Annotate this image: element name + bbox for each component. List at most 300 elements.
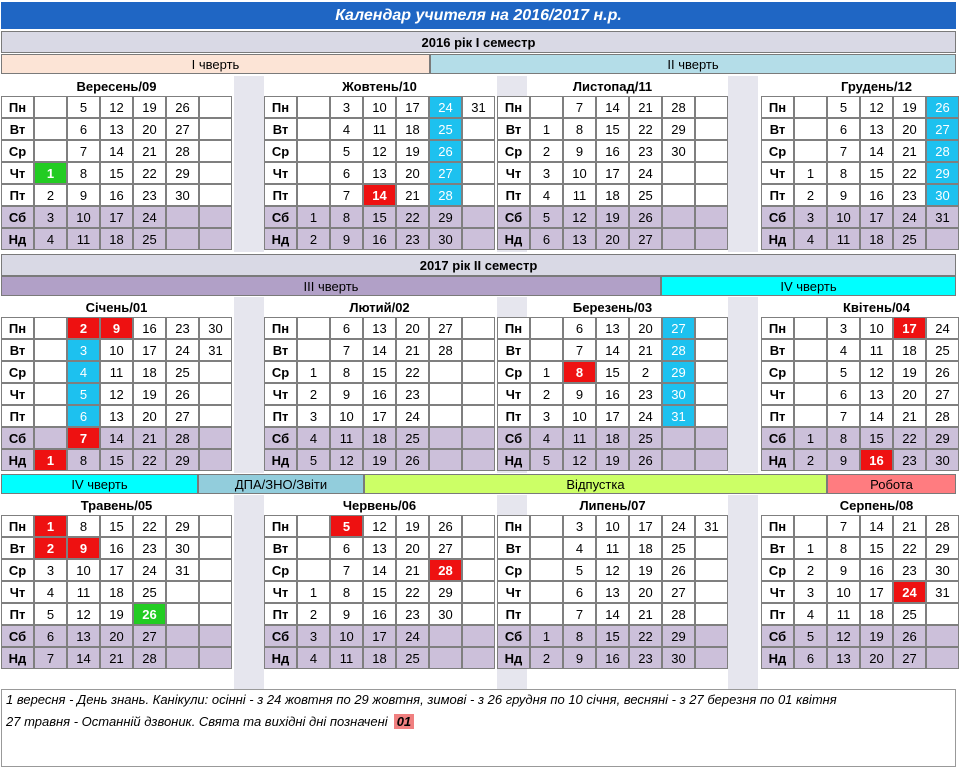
day-cell[interactable] bbox=[462, 515, 495, 537]
day-cell[interactable] bbox=[462, 405, 495, 427]
day-cell[interactable]: 22 bbox=[396, 581, 429, 603]
day-cell[interactable]: 11 bbox=[363, 118, 396, 140]
day-cell[interactable]: 8 bbox=[563, 625, 596, 647]
day-cell[interactable] bbox=[199, 361, 232, 383]
day-cell[interactable]: 15 bbox=[363, 361, 396, 383]
day-cell[interactable]: 10 bbox=[563, 405, 596, 427]
day-cell[interactable]: 5 bbox=[297, 449, 330, 471]
day-cell[interactable] bbox=[199, 405, 232, 427]
day-cell[interactable]: 6 bbox=[34, 625, 67, 647]
day-cell[interactable]: 24 bbox=[662, 515, 695, 537]
day-cell[interactable] bbox=[794, 317, 827, 339]
day-cell[interactable]: 13 bbox=[563, 228, 596, 250]
day-cell[interactable]: 21 bbox=[133, 427, 166, 449]
day-cell[interactable] bbox=[695, 383, 728, 405]
day-cell[interactable]: 26 bbox=[629, 449, 662, 471]
day-cell[interactable] bbox=[695, 96, 728, 118]
day-cell[interactable] bbox=[926, 647, 959, 669]
day-cell[interactable]: 25 bbox=[629, 184, 662, 206]
day-cell[interactable]: 25 bbox=[133, 228, 166, 250]
day-cell[interactable] bbox=[297, 118, 330, 140]
day-cell[interactable]: 16 bbox=[363, 228, 396, 250]
day-cell[interactable] bbox=[297, 96, 330, 118]
day-cell[interactable]: 2 bbox=[67, 317, 100, 339]
day-cell[interactable]: 27 bbox=[429, 537, 462, 559]
day-cell[interactable]: 6 bbox=[67, 118, 100, 140]
day-cell[interactable]: 23 bbox=[166, 317, 199, 339]
day-cell[interactable]: 28 bbox=[926, 515, 959, 537]
day-cell[interactable] bbox=[695, 537, 728, 559]
day-cell[interactable]: 24 bbox=[396, 625, 429, 647]
day-cell[interactable]: 5 bbox=[530, 449, 563, 471]
day-cell[interactable]: 16 bbox=[100, 537, 133, 559]
day-cell[interactable]: 7 bbox=[34, 647, 67, 669]
day-cell[interactable] bbox=[199, 537, 232, 559]
day-cell[interactable] bbox=[199, 206, 232, 228]
day-cell[interactable]: 12 bbox=[563, 206, 596, 228]
day-cell[interactable]: 10 bbox=[363, 96, 396, 118]
day-cell[interactable]: 29 bbox=[166, 515, 199, 537]
day-cell[interactable]: 19 bbox=[396, 140, 429, 162]
day-cell[interactable] bbox=[695, 559, 728, 581]
day-cell[interactable]: 10 bbox=[860, 317, 893, 339]
day-cell[interactable]: 23 bbox=[629, 140, 662, 162]
day-cell[interactable]: 7 bbox=[67, 140, 100, 162]
day-cell[interactable]: 4 bbox=[530, 427, 563, 449]
day-cell[interactable] bbox=[530, 96, 563, 118]
day-cell[interactable]: 9 bbox=[563, 383, 596, 405]
day-cell[interactable]: 11 bbox=[860, 339, 893, 361]
day-cell[interactable]: 24 bbox=[629, 405, 662, 427]
day-cell[interactable]: 21 bbox=[893, 515, 926, 537]
day-cell[interactable] bbox=[34, 339, 67, 361]
day-cell[interactable]: 29 bbox=[662, 118, 695, 140]
day-cell[interactable]: 17 bbox=[363, 405, 396, 427]
day-cell[interactable] bbox=[695, 427, 728, 449]
day-cell[interactable] bbox=[166, 647, 199, 669]
day-cell[interactable]: 12 bbox=[860, 96, 893, 118]
day-cell[interactable]: 18 bbox=[100, 581, 133, 603]
day-cell[interactable]: 13 bbox=[363, 162, 396, 184]
day-cell[interactable] bbox=[199, 581, 232, 603]
day-cell[interactable]: 25 bbox=[893, 228, 926, 250]
day-cell[interactable]: 28 bbox=[662, 603, 695, 625]
day-cell[interactable]: 8 bbox=[563, 361, 596, 383]
day-cell[interactable]: 2 bbox=[297, 383, 330, 405]
day-cell[interactable]: 19 bbox=[893, 96, 926, 118]
day-cell[interactable]: 9 bbox=[563, 140, 596, 162]
day-cell[interactable]: 25 bbox=[166, 361, 199, 383]
day-cell[interactable] bbox=[199, 96, 232, 118]
day-cell[interactable]: 7 bbox=[563, 339, 596, 361]
day-cell[interactable] bbox=[794, 96, 827, 118]
day-cell[interactable]: 26 bbox=[133, 603, 166, 625]
day-cell[interactable]: 13 bbox=[100, 405, 133, 427]
day-cell[interactable]: 20 bbox=[396, 317, 429, 339]
day-cell[interactable]: 9 bbox=[827, 184, 860, 206]
day-cell[interactable]: 1 bbox=[794, 162, 827, 184]
day-cell[interactable]: 12 bbox=[363, 140, 396, 162]
day-cell[interactable]: 15 bbox=[363, 206, 396, 228]
day-cell[interactable] bbox=[695, 625, 728, 647]
day-cell[interactable] bbox=[462, 581, 495, 603]
day-cell[interactable]: 19 bbox=[100, 603, 133, 625]
day-cell[interactable]: 27 bbox=[166, 118, 199, 140]
day-cell[interactable] bbox=[297, 162, 330, 184]
day-cell[interactable] bbox=[662, 162, 695, 184]
day-cell[interactable]: 16 bbox=[596, 383, 629, 405]
day-cell[interactable]: 22 bbox=[629, 625, 662, 647]
day-cell[interactable]: 17 bbox=[100, 559, 133, 581]
day-cell[interactable]: 13 bbox=[827, 647, 860, 669]
day-cell[interactable]: 31 bbox=[695, 515, 728, 537]
day-cell[interactable] bbox=[166, 206, 199, 228]
day-cell[interactable]: 11 bbox=[563, 427, 596, 449]
day-cell[interactable]: 26 bbox=[429, 140, 462, 162]
day-cell[interactable]: 29 bbox=[926, 537, 959, 559]
day-cell[interactable]: 1 bbox=[530, 625, 563, 647]
day-cell[interactable]: 19 bbox=[396, 515, 429, 537]
day-cell[interactable]: 20 bbox=[629, 581, 662, 603]
day-cell[interactable]: 16 bbox=[133, 317, 166, 339]
day-cell[interactable]: 3 bbox=[34, 206, 67, 228]
day-cell[interactable]: 7 bbox=[330, 184, 363, 206]
day-cell[interactable]: 31 bbox=[166, 559, 199, 581]
day-cell[interactable]: 17 bbox=[629, 515, 662, 537]
day-cell[interactable]: 15 bbox=[860, 537, 893, 559]
day-cell[interactable]: 1 bbox=[794, 427, 827, 449]
day-cell[interactable]: 11 bbox=[596, 537, 629, 559]
day-cell[interactable]: 7 bbox=[330, 339, 363, 361]
day-cell[interactable]: 26 bbox=[166, 96, 199, 118]
day-cell[interactable]: 17 bbox=[596, 405, 629, 427]
day-cell[interactable]: 11 bbox=[330, 647, 363, 669]
day-cell[interactable]: 13 bbox=[596, 581, 629, 603]
day-cell[interactable]: 3 bbox=[794, 206, 827, 228]
day-cell[interactable]: 20 bbox=[396, 537, 429, 559]
day-cell[interactable] bbox=[34, 96, 67, 118]
day-cell[interactable]: 30 bbox=[199, 317, 232, 339]
day-cell[interactable] bbox=[199, 559, 232, 581]
day-cell[interactable]: 8 bbox=[330, 206, 363, 228]
day-cell[interactable]: 13 bbox=[67, 625, 100, 647]
day-cell[interactable]: 20 bbox=[893, 118, 926, 140]
day-cell[interactable]: 18 bbox=[596, 184, 629, 206]
day-cell[interactable]: 24 bbox=[893, 581, 926, 603]
day-cell[interactable]: 6 bbox=[827, 118, 860, 140]
day-cell[interactable]: 2 bbox=[297, 228, 330, 250]
day-cell[interactable]: 21 bbox=[396, 184, 429, 206]
day-cell[interactable]: 17 bbox=[860, 206, 893, 228]
day-cell[interactable]: 5 bbox=[67, 383, 100, 405]
day-cell[interactable] bbox=[34, 405, 67, 427]
day-cell[interactable]: 22 bbox=[396, 206, 429, 228]
day-cell[interactable]: 24 bbox=[629, 162, 662, 184]
day-cell[interactable]: 2 bbox=[530, 647, 563, 669]
day-cell[interactable]: 14 bbox=[363, 339, 396, 361]
day-cell[interactable]: 27 bbox=[893, 647, 926, 669]
day-cell[interactable]: 24 bbox=[429, 96, 462, 118]
day-cell[interactable]: 30 bbox=[926, 559, 959, 581]
day-cell[interactable]: 20 bbox=[396, 162, 429, 184]
day-cell[interactable]: 10 bbox=[563, 162, 596, 184]
day-cell[interactable]: 6 bbox=[330, 317, 363, 339]
day-cell[interactable]: 16 bbox=[860, 559, 893, 581]
day-cell[interactable]: 16 bbox=[860, 449, 893, 471]
day-cell[interactable] bbox=[794, 339, 827, 361]
day-cell[interactable]: 8 bbox=[67, 162, 100, 184]
day-cell[interactable]: 30 bbox=[662, 383, 695, 405]
day-cell[interactable]: 20 bbox=[893, 383, 926, 405]
day-cell[interactable] bbox=[34, 317, 67, 339]
day-cell[interactable]: 1 bbox=[34, 449, 67, 471]
day-cell[interactable]: 7 bbox=[330, 559, 363, 581]
day-cell[interactable]: 12 bbox=[860, 361, 893, 383]
day-cell[interactable] bbox=[695, 339, 728, 361]
day-cell[interactable] bbox=[429, 361, 462, 383]
day-cell[interactable]: 21 bbox=[893, 140, 926, 162]
day-cell[interactable] bbox=[662, 449, 695, 471]
day-cell[interactable] bbox=[794, 515, 827, 537]
day-cell[interactable] bbox=[462, 118, 495, 140]
day-cell[interactable]: 29 bbox=[166, 449, 199, 471]
day-cell[interactable]: 4 bbox=[530, 184, 563, 206]
day-cell[interactable]: 2 bbox=[530, 140, 563, 162]
day-cell[interactable]: 12 bbox=[330, 449, 363, 471]
day-cell[interactable]: 12 bbox=[596, 559, 629, 581]
day-cell[interactable]: 14 bbox=[596, 339, 629, 361]
day-cell[interactable]: 27 bbox=[662, 317, 695, 339]
day-cell[interactable]: 29 bbox=[662, 625, 695, 647]
day-cell[interactable]: 22 bbox=[893, 162, 926, 184]
day-cell[interactable] bbox=[662, 184, 695, 206]
day-cell[interactable]: 5 bbox=[330, 140, 363, 162]
day-cell[interactable]: 5 bbox=[330, 515, 363, 537]
day-cell[interactable]: 23 bbox=[133, 184, 166, 206]
day-cell[interactable]: 17 bbox=[596, 162, 629, 184]
day-cell[interactable]: 24 bbox=[133, 559, 166, 581]
day-cell[interactable]: 11 bbox=[563, 184, 596, 206]
day-cell[interactable] bbox=[530, 581, 563, 603]
day-cell[interactable] bbox=[695, 118, 728, 140]
day-cell[interactable]: 20 bbox=[133, 118, 166, 140]
day-cell[interactable] bbox=[429, 427, 462, 449]
day-cell[interactable]: 30 bbox=[429, 603, 462, 625]
day-cell[interactable]: 1 bbox=[530, 118, 563, 140]
day-cell[interactable] bbox=[429, 647, 462, 669]
day-cell[interactable]: 8 bbox=[827, 162, 860, 184]
day-cell[interactable] bbox=[429, 405, 462, 427]
day-cell[interactable]: 9 bbox=[330, 383, 363, 405]
day-cell[interactable] bbox=[462, 184, 495, 206]
day-cell[interactable] bbox=[34, 383, 67, 405]
day-cell[interactable]: 22 bbox=[629, 118, 662, 140]
day-cell[interactable]: 3 bbox=[67, 339, 100, 361]
day-cell[interactable]: 15 bbox=[363, 581, 396, 603]
day-cell[interactable]: 27 bbox=[429, 317, 462, 339]
day-cell[interactable]: 27 bbox=[133, 625, 166, 647]
day-cell[interactable]: 6 bbox=[67, 405, 100, 427]
day-cell[interactable]: 28 bbox=[133, 647, 166, 669]
day-cell[interactable]: 29 bbox=[166, 162, 199, 184]
day-cell[interactable]: 15 bbox=[100, 515, 133, 537]
day-cell[interactable] bbox=[695, 228, 728, 250]
day-cell[interactable]: 22 bbox=[396, 361, 429, 383]
day-cell[interactable]: 11 bbox=[827, 228, 860, 250]
day-cell[interactable]: 5 bbox=[563, 559, 596, 581]
day-cell[interactable]: 28 bbox=[926, 140, 959, 162]
day-cell[interactable]: 25 bbox=[662, 537, 695, 559]
day-cell[interactable] bbox=[794, 383, 827, 405]
day-cell[interactable]: 26 bbox=[926, 361, 959, 383]
day-cell[interactable]: 10 bbox=[596, 515, 629, 537]
day-cell[interactable]: 11 bbox=[827, 603, 860, 625]
day-cell[interactable]: 11 bbox=[67, 581, 100, 603]
day-cell[interactable] bbox=[166, 228, 199, 250]
day-cell[interactable]: 18 bbox=[596, 427, 629, 449]
day-cell[interactable]: 2 bbox=[34, 537, 67, 559]
day-cell[interactable]: 9 bbox=[330, 603, 363, 625]
day-cell[interactable]: 16 bbox=[596, 647, 629, 669]
day-cell[interactable]: 15 bbox=[596, 625, 629, 647]
day-cell[interactable]: 10 bbox=[100, 339, 133, 361]
day-cell[interactable] bbox=[530, 339, 563, 361]
day-cell[interactable]: 6 bbox=[563, 581, 596, 603]
day-cell[interactable]: 3 bbox=[297, 625, 330, 647]
day-cell[interactable] bbox=[166, 625, 199, 647]
day-cell[interactable]: 24 bbox=[166, 339, 199, 361]
day-cell[interactable]: 22 bbox=[893, 427, 926, 449]
day-cell[interactable] bbox=[199, 383, 232, 405]
day-cell[interactable]: 3 bbox=[530, 405, 563, 427]
day-cell[interactable] bbox=[166, 581, 199, 603]
day-cell[interactable]: 13 bbox=[363, 317, 396, 339]
day-cell[interactable]: 14 bbox=[363, 184, 396, 206]
day-cell[interactable]: 25 bbox=[133, 581, 166, 603]
day-cell[interactable] bbox=[462, 339, 495, 361]
day-cell[interactable]: 21 bbox=[629, 339, 662, 361]
day-cell[interactable]: 23 bbox=[396, 603, 429, 625]
day-cell[interactable]: 26 bbox=[893, 625, 926, 647]
day-cell[interactable]: 18 bbox=[363, 647, 396, 669]
day-cell[interactable]: 30 bbox=[662, 647, 695, 669]
day-cell[interactable]: 5 bbox=[794, 625, 827, 647]
day-cell[interactable]: 26 bbox=[429, 515, 462, 537]
day-cell[interactable] bbox=[297, 537, 330, 559]
day-cell[interactable] bbox=[34, 118, 67, 140]
day-cell[interactable] bbox=[199, 515, 232, 537]
day-cell[interactable]: 8 bbox=[67, 515, 100, 537]
day-cell[interactable]: 21 bbox=[396, 339, 429, 361]
day-cell[interactable] bbox=[34, 361, 67, 383]
day-cell[interactable]: 21 bbox=[893, 405, 926, 427]
day-cell[interactable]: 8 bbox=[330, 361, 363, 383]
day-cell[interactable]: 21 bbox=[629, 603, 662, 625]
day-cell[interactable]: 14 bbox=[860, 140, 893, 162]
day-cell[interactable]: 28 bbox=[166, 140, 199, 162]
day-cell[interactable]: 20 bbox=[100, 625, 133, 647]
day-cell[interactable]: 17 bbox=[860, 581, 893, 603]
day-cell[interactable]: 5 bbox=[530, 206, 563, 228]
day-cell[interactable]: 11 bbox=[100, 361, 133, 383]
day-cell[interactable] bbox=[926, 603, 959, 625]
day-cell[interactable] bbox=[695, 206, 728, 228]
day-cell[interactable]: 15 bbox=[100, 449, 133, 471]
day-cell[interactable]: 31 bbox=[462, 96, 495, 118]
day-cell[interactable]: 26 bbox=[926, 96, 959, 118]
day-cell[interactable]: 23 bbox=[893, 184, 926, 206]
day-cell[interactable]: 15 bbox=[860, 162, 893, 184]
day-cell[interactable] bbox=[429, 449, 462, 471]
day-cell[interactable] bbox=[794, 361, 827, 383]
day-cell[interactable]: 25 bbox=[396, 427, 429, 449]
day-cell[interactable]: 22 bbox=[133, 449, 166, 471]
day-cell[interactable]: 1 bbox=[34, 515, 67, 537]
day-cell[interactable]: 19 bbox=[133, 383, 166, 405]
day-cell[interactable] bbox=[34, 427, 67, 449]
day-cell[interactable]: 19 bbox=[133, 96, 166, 118]
day-cell[interactable]: 24 bbox=[893, 206, 926, 228]
day-cell[interactable] bbox=[926, 625, 959, 647]
day-cell[interactable] bbox=[462, 140, 495, 162]
day-cell[interactable]: 30 bbox=[429, 228, 462, 250]
day-cell[interactable]: 19 bbox=[363, 449, 396, 471]
day-cell[interactable]: 28 bbox=[662, 96, 695, 118]
day-cell[interactable]: 19 bbox=[629, 559, 662, 581]
day-cell[interactable]: 11 bbox=[330, 427, 363, 449]
day-cell[interactable]: 6 bbox=[563, 317, 596, 339]
day-cell[interactable]: 28 bbox=[662, 339, 695, 361]
day-cell[interactable]: 14 bbox=[363, 559, 396, 581]
day-cell[interactable]: 2 bbox=[297, 603, 330, 625]
day-cell[interactable]: 21 bbox=[396, 559, 429, 581]
day-cell[interactable]: 22 bbox=[133, 162, 166, 184]
day-cell[interactable]: 19 bbox=[596, 449, 629, 471]
day-cell[interactable]: 13 bbox=[596, 317, 629, 339]
day-cell[interactable]: 1 bbox=[794, 537, 827, 559]
day-cell[interactable]: 16 bbox=[860, 184, 893, 206]
day-cell[interactable]: 4 bbox=[297, 647, 330, 669]
day-cell[interactable]: 6 bbox=[827, 383, 860, 405]
day-cell[interactable] bbox=[199, 427, 232, 449]
day-cell[interactable] bbox=[462, 603, 495, 625]
day-cell[interactable]: 24 bbox=[926, 317, 959, 339]
day-cell[interactable]: 8 bbox=[67, 449, 100, 471]
day-cell[interactable]: 6 bbox=[330, 537, 363, 559]
day-cell[interactable]: 4 bbox=[827, 339, 860, 361]
day-cell[interactable] bbox=[695, 162, 728, 184]
day-cell[interactable]: 28 bbox=[166, 427, 199, 449]
day-cell[interactable] bbox=[297, 559, 330, 581]
day-cell[interactable]: 23 bbox=[629, 383, 662, 405]
day-cell[interactable]: 5 bbox=[34, 603, 67, 625]
day-cell[interactable]: 27 bbox=[926, 383, 959, 405]
day-cell[interactable]: 30 bbox=[926, 184, 959, 206]
day-cell[interactable]: 23 bbox=[893, 559, 926, 581]
day-cell[interactable] bbox=[695, 317, 728, 339]
day-cell[interactable] bbox=[199, 603, 232, 625]
day-cell[interactable]: 3 bbox=[330, 96, 363, 118]
day-cell[interactable] bbox=[462, 162, 495, 184]
day-cell[interactable]: 24 bbox=[396, 405, 429, 427]
day-cell[interactable]: 10 bbox=[330, 405, 363, 427]
day-cell[interactable]: 18 bbox=[860, 603, 893, 625]
day-cell[interactable]: 1 bbox=[34, 162, 67, 184]
day-cell[interactable]: 9 bbox=[330, 228, 363, 250]
day-cell[interactable]: 20 bbox=[133, 405, 166, 427]
day-cell[interactable] bbox=[297, 184, 330, 206]
day-cell[interactable]: 9 bbox=[827, 559, 860, 581]
